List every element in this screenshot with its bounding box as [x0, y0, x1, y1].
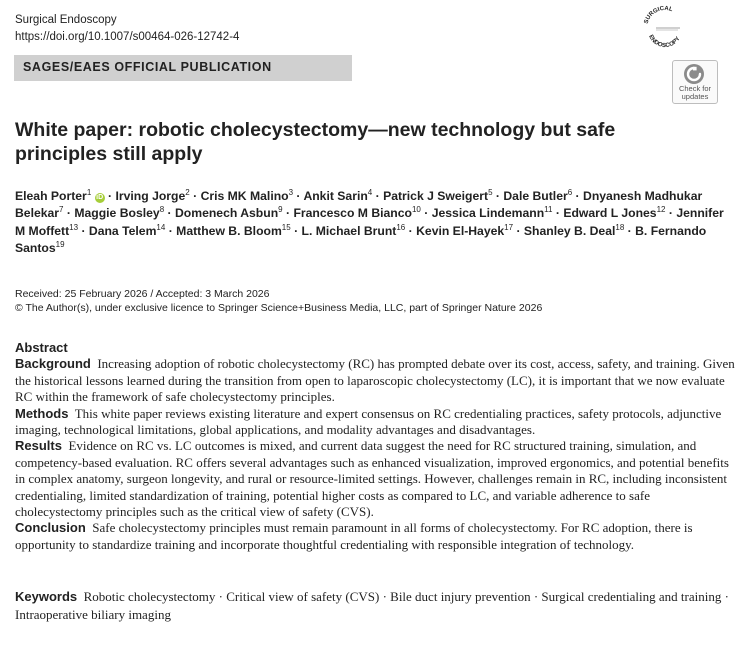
conclusion-label: Conclusion — [15, 520, 86, 536]
orcid-icon[interactable]: iD — [96, 194, 104, 201]
background-label: Background — [15, 356, 91, 372]
keywords-label: Keywords — [15, 589, 78, 604]
svg-text:ENDOSCOPY: ENDOSCOPY — [647, 34, 682, 50]
abstract — [15, 340, 735, 553]
author-affiliation: 4 — [367, 188, 373, 197]
author-name[interactable]: Domenech Asbun$^9$ — [174, 205, 283, 221]
publication-banner — [14, 55, 352, 81]
check-label-1: Check for — [678, 84, 712, 93]
methods-text: This white paper reviews existing literature and expert consensus on RC credentialing practices, safety protocols, adjunctive imaging, technological limitations, global applications, and modality advantages and disadvantages. — [15, 405, 722, 438]
abstract-methods — [15, 406, 735, 439]
author-name[interactable]: Patrick J Sweigert$^5$ — [383, 188, 493, 203]
author-name[interactable]: Eleah Porter$^1$ iD — [15, 188, 104, 203]
journal-logo — [640, 4, 690, 50]
author-name[interactable]: Edward L Jones$^{12}$ — [563, 205, 666, 221]
keywords-text: Robotic cholecystectomy · Critical view of safety (CVS) · Bile duct injury prevention · Surgical credentialing and training · Intraoperative biliary imaging — [15, 589, 729, 622]
author-affiliation: 18 — [615, 222, 625, 232]
abstract-results — [15, 438, 735, 520]
logo-text: SURGICAL — [643, 5, 674, 25]
methods-label: Methods — [15, 405, 69, 421]
author-name[interactable]: Matthew B. Bloom$^{15}$ — [176, 222, 291, 238]
banner-label: SAGES/EAES OFFICIAL PUBLICATION — [23, 60, 272, 74]
author-name[interactable]: Jessica Lindemann$^{11}$ — [431, 205, 553, 221]
author-affiliation: 11 — [544, 205, 553, 215]
copyright-line: © The Author(s), under exclusive licence to Springer Science+Business Media, LLC, part of Springer Nature 2026 — [15, 302, 543, 314]
author-name[interactable]: B. Fernando Santos$^{19}$ — [15, 223, 707, 255]
background-text: Increasing adoption of robotic cholecystectomy (RC) has prompted debate over its cost, access, safety, and training. Given the historical lessons learned during the transition from open to laparoscopic cholecystectomy (LC), it is important that we now evaluate RC within the framework of safe cholecystectomy principles. — [15, 356, 735, 405]
author-affiliation: 1 — [86, 188, 92, 197]
author-name[interactable]: Irving Jorge$^2$ — [115, 188, 190, 203]
author-list: Eleah Porter$^1$ iD · Irving Jorge$^2$ · Cris MK Malino$^3$ · Ankit Sarin$^4$ · Patrick J Sweigert$^5$ · Dale Butler$^6$ · Dnyanesh Madhukar Belekar$^7$ · Maggie Bosley$^8$ · Domenech Asbun$^9$ · Francesco M Bianco$^{10}$ · Jessica Lindemann$^{11}$ · Edward L Jones$^{12}$ · Jennifer M Moffett$^{13}$ · Dana Telem$^{14}$ · Matthew B. Bloom$^{15}$ · L. Michael Brunt$^{16}$ · Kevin El-Hayek$^{17}$ · Shanley B. Deal$^{18}$ · B. Fernando Santos$^{19}$ — [15, 188, 724, 255]
check-for-updates-button[interactable] — [672, 60, 718, 104]
author-affiliation: 19 — [55, 239, 65, 249]
author-affiliation: 10 — [411, 205, 421, 215]
author-name[interactable]: Jennifer M Moffett$^{13}$ — [15, 206, 724, 238]
author-affiliation: 12 — [656, 205, 666, 215]
journal-name: Surgical Endoscopy — [15, 14, 117, 26]
author-affiliation: 9 — [278, 205, 283, 215]
author-affiliation: 15 — [281, 222, 291, 232]
results-label: Results — [15, 438, 62, 454]
doi-link[interactable]: https://doi.org/10.1007/s00464-026-12742-4 — [15, 31, 240, 43]
article-title: White paper: robotic cholecystectomy—new technology but safe principles still apply — [15, 119, 616, 165]
author-affiliation: 2 — [185, 188, 190, 197]
author-name[interactable]: Dana Telem$^{14}$ — [88, 222, 166, 238]
author-affiliation: 13 — [69, 222, 79, 232]
journal-header — [15, 12, 239, 46]
svg-text:SURGICAL — [644, 6, 674, 25]
author-name[interactable]: Ankit Sarin$^4$ — [303, 188, 373, 203]
results-text: Evidence on RC vs. LC outcomes is mixed, and current data suggest the need for RC structured training, simulation, and competency-based evaluation. RC offers several advantages such as enhanced visualization, improved ergonomics, and potential benefits in complex anatomy, surgeon longevity, and rural or resource-limited settings. However, challenges remain in RC, including inconsistent credentialing, limited standardization of training, potential higher costs as compared to LC, and variable adherence to safe cholecystectomy principles such as the critical view of safety (CVS). — [15, 438, 729, 520]
author-affiliation: 8 — [159, 205, 165, 215]
author-name[interactable]: Maggie Bosley$^8$ — [74, 205, 165, 221]
abstract-heading: Abstract — [15, 340, 68, 355]
author-name[interactable]: Francesco M Bianco$^{10}$ — [293, 205, 421, 221]
author-name[interactable]: Shanley B. Deal$^{18}$ — [523, 222, 625, 238]
author-name[interactable]: Kevin El-Hayek$^{17}$ — [416, 222, 514, 238]
abstract-conclusion — [15, 520, 735, 553]
author-affiliation: 17 — [504, 222, 514, 232]
author-affiliation: 16 — [396, 222, 406, 232]
author-name[interactable]: Cris MK Malino$^3$ — [200, 188, 294, 203]
check-label-2: updates — [681, 92, 709, 101]
refresh-icon — [684, 64, 704, 84]
author-affiliation: 5 — [488, 188, 493, 197]
author-name[interactable]: Dnyanesh Madhukar Belekar$^7$ — [15, 189, 703, 221]
received-accepted: Received: 25 February 2026 / Accepted: 3 March 2026 — [15, 288, 270, 300]
author-name[interactable]: Dale Butler$^6$ — [503, 188, 573, 203]
abstract-background — [15, 356, 735, 405]
author-affiliation: 3 — [288, 188, 294, 197]
author-affiliation: 14 — [156, 222, 166, 232]
conclusion-text: Safe cholecystectomy principles must remain paramount in all forms of cholecystectomy. For RC adoption, there is opportunity to standardize training and incorporate thoughtful credentialing with responsible integration of technology. — [15, 520, 693, 552]
author-affiliation: 7 — [59, 205, 64, 215]
author-name[interactable]: L. Michael Brunt$^{16}$ — [301, 222, 406, 238]
author-affiliation: 6 — [567, 188, 573, 197]
publication-dates — [15, 287, 542, 315]
keywords — [15, 588, 735, 624]
